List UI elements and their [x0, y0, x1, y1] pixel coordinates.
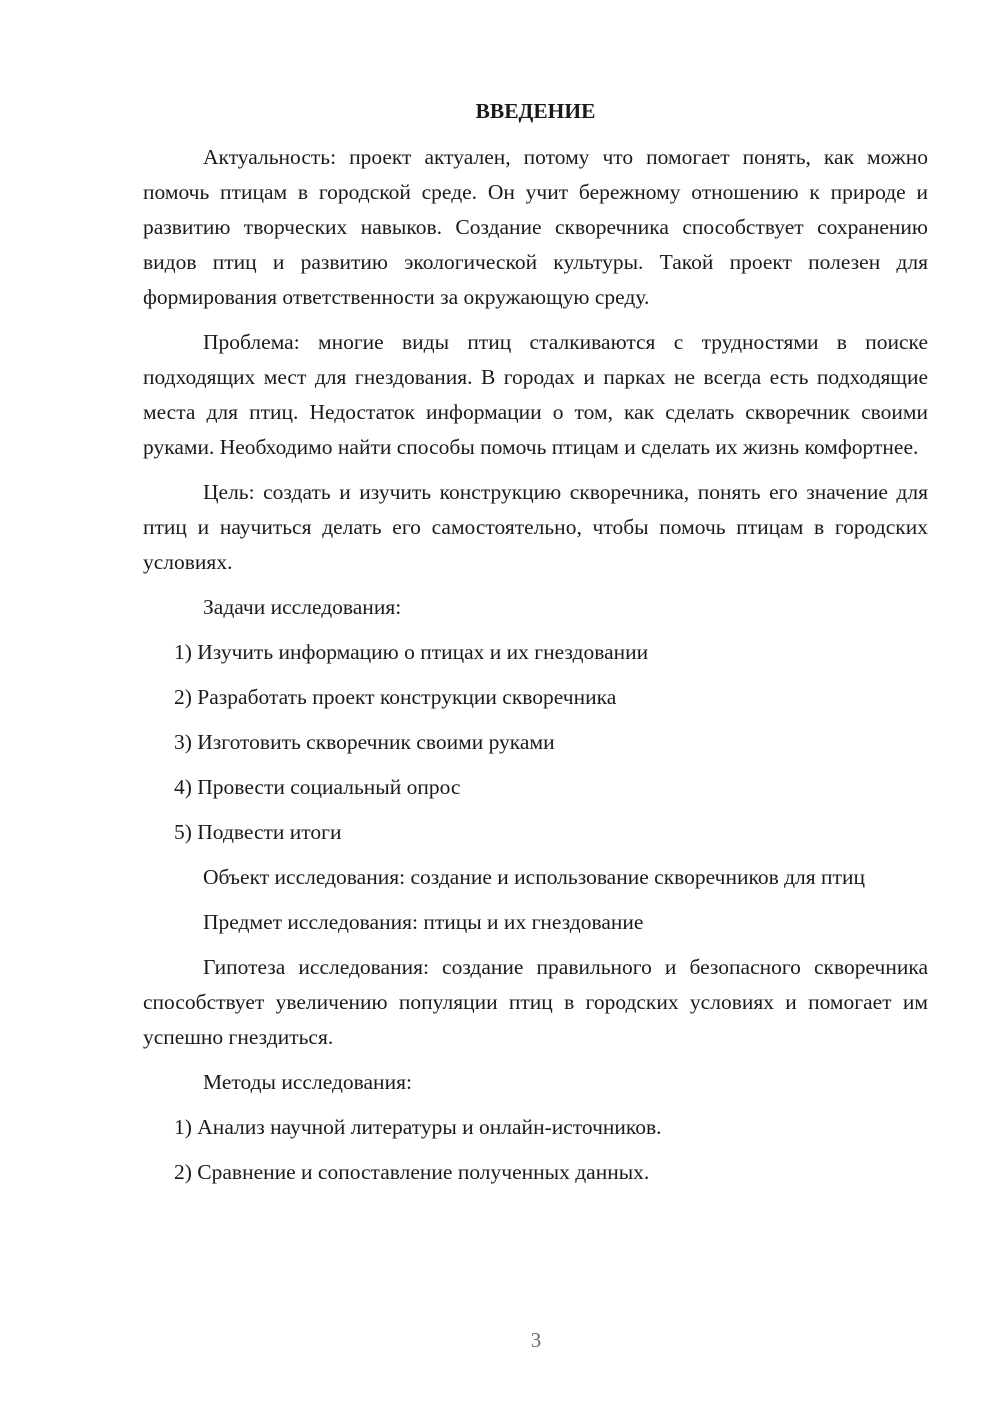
object-paragraph: Объект исследования: создание и использование скворечников для птиц: [203, 865, 865, 889]
relevance-paragraph: Актуальность: проект актуален, потому что помогает понять, как можно помочь птицам в городской среде. Он учит бережному отношению к природе и развитию творческих навыков. Создание скворечника способствует сохранению видов птиц и развитию экологической культуры. Такой проект полезен для формирования ответственности за окружающую среду.: [143, 145, 928, 309]
problem-paragraph: Проблема: многие виды птиц сталкиваются с трудностями в поиске подходящих мест для гнездования. В городах и парках не всегда есть подходящие места для птиц. Недостаток информации о том, как сделать скворечник своими руками. Необходимо найти способы помочь птицам и сделать их жизнь комфортнее.: [143, 330, 928, 459]
list-item: 1) Анализ научной литературы и онлайн-источников.: [174, 1115, 662, 1139]
list-item: 5) Подвести итоги: [174, 820, 342, 844]
goal-paragraph: Цель: создать и изучить конструкцию скворечника, понять его значение для птиц и научиться делать его самостоятельно, чтобы помочь птицам в городских условиях.: [143, 480, 928, 574]
list-item: 1) Изучить информацию о птицах и их гнездовании: [174, 640, 649, 664]
list-item: 2) Сравнение и сопоставление полученных данных.: [174, 1160, 650, 1184]
hypothesis-paragraph: Гипотеза исследования: создание правильного и безопасного скворечника способствует увеличению популяции птиц в городских условиях и помогает им успешно гнездиться.: [143, 955, 928, 1049]
page-number: 3: [530, 1328, 542, 1352]
subject-paragraph: Предмет исследования: птицы и их гнездование: [203, 910, 644, 934]
tasks-list: [143, 635, 928, 850]
tasks-heading: Задачи исследования:: [203, 595, 402, 619]
list-item: 4) Провести социальный опрос: [174, 775, 461, 799]
list-item: 2) Разработать проект конструкции скворечника: [174, 685, 617, 709]
methods-list: [143, 1110, 928, 1190]
page-content: [143, 96, 928, 1200]
section-title: ВВЕДЕНИЕ: [475, 99, 596, 123]
methods-heading: Методы исследования:: [203, 1070, 412, 1094]
list-item: 3) Изготовить скворечник своими руками: [174, 730, 555, 754]
